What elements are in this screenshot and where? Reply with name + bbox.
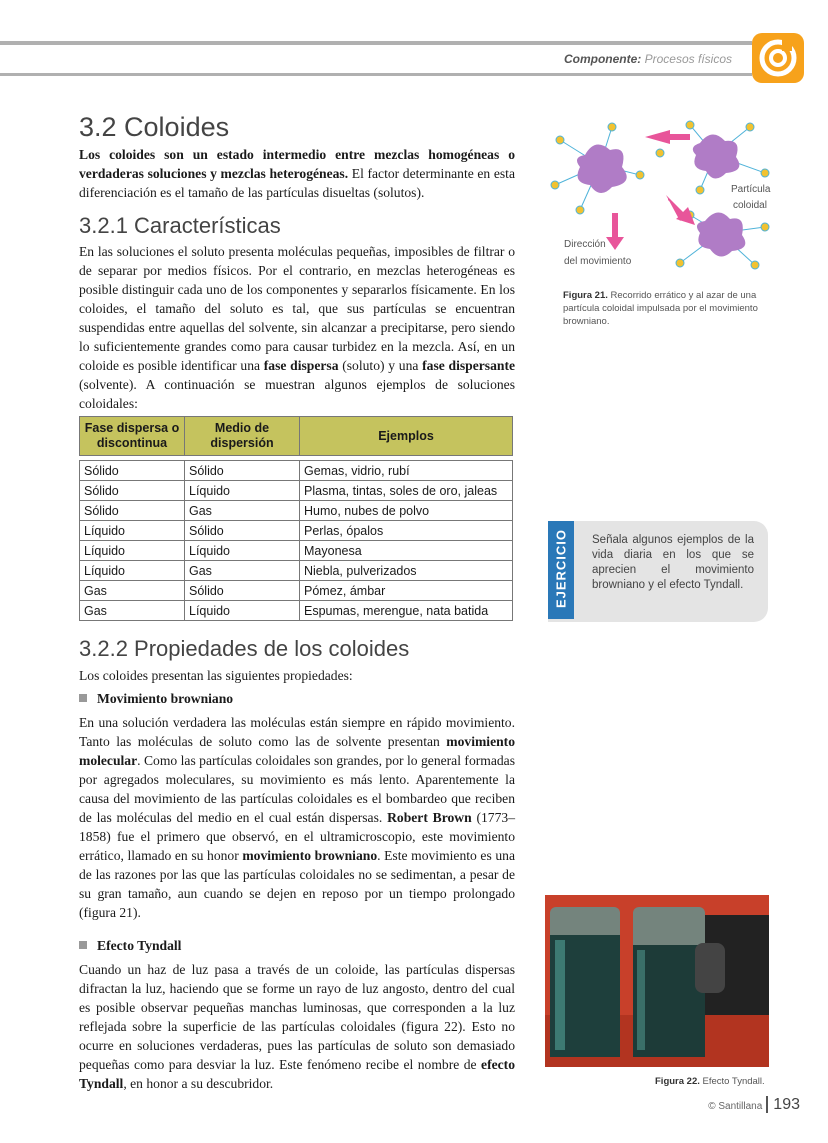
bullet-heading-tyndall: Efecto Tyndall: [79, 938, 181, 954]
label-particle-line2: coloidal: [733, 200, 767, 211]
table-cell: Sólido: [185, 521, 300, 541]
bullet-heading-browniano: Movimiento browniano: [79, 691, 233, 707]
table-cell: Gas: [80, 581, 185, 601]
label-direction-line1: Dirección: [564, 239, 606, 250]
table-cell: Gas: [185, 561, 300, 581]
colloid-examples-table: [79, 416, 513, 621]
exercise-text: Señala algunos ejemplos de la vida diaria en los que se aprecien el movimiento browniano y el efecto Tyndall.: [592, 534, 754, 591]
table-cell: Gemas, vidrio, rubí: [300, 461, 513, 481]
table-row: [80, 461, 513, 481]
table-cell: Sólido: [80, 461, 185, 481]
header-rule-top: [0, 41, 752, 45]
table-header-cell: Fase dispersa o discontinua: [80, 417, 185, 456]
table-cell: Espumas, merengue, nata batida: [300, 601, 513, 621]
table-cell: Gas: [185, 501, 300, 521]
bullet-square-icon: [79, 694, 87, 702]
table-cell: Sólido: [80, 501, 185, 521]
arrow-diagonal-icon: [666, 195, 695, 225]
exercise-tab: EJERCICIO: [548, 521, 574, 619]
table-cell: Líquido: [80, 521, 185, 541]
table-row: [80, 481, 513, 501]
table-cell: Mayonesa: [300, 541, 513, 561]
table-header-row: [80, 417, 513, 456]
table-row: [80, 581, 513, 601]
section-intro: Los coloides son un estado intermedio entre mezclas homogéneas o verdaderas soluciones y mezclas heterogéneas. El factor determinante en esta diferenciación es el tamaño de las partículas disueltas (solutos).: [79, 147, 515, 200]
table-cell: Líquido: [80, 561, 185, 581]
label-particle-line1: Partícula: [731, 184, 771, 195]
table-cell: Pómez, ámbar: [300, 581, 513, 601]
subsection-title-propiedades: 3.2.2 Propiedades de los coloides: [79, 636, 410, 661]
table-cell: Perlas, ópalos: [300, 521, 513, 541]
arrow-left-icon: [645, 130, 690, 144]
table-cell: Líquido: [185, 481, 300, 501]
table-cell: Gas: [80, 601, 185, 621]
tyndall-paragraph: Cuando un haz de luz pasa a través de un coloide, las partículas dispersas difractan la luz, haciendo que se forme un rayo de luz angosto, dentro del cual es posible observar pequeñas manchas luminosas, que corresponden a la luz reflejada sobre la superficie de las partículas coloidales (figura 22). Esto no ocurre en soluciones verdaderas, pues las partículas de soluto son demasiado pequeñas como para desviar la luz. Este fenómeno recibe el nombre de efecto Tyndall, en honor a su descubridor.: [79, 962, 515, 1091]
table-cell: Líquido: [185, 541, 300, 561]
colloid-particle-shape: [697, 212, 745, 256]
table-cell: Humo, nubes de polvo: [300, 501, 513, 521]
table-cell: Líquido: [185, 601, 300, 621]
propiedades-intro: Los coloides presentan las siguientes propiedades:: [79, 668, 353, 683]
page-footer: © Santillana 193: [708, 1096, 800, 1113]
table-row: [80, 501, 513, 521]
table-cell: Niebla, pulverizados: [300, 561, 513, 581]
table-cell: Plasma, tintas, soles de oro, jaleas: [300, 481, 513, 501]
figure21-caption: Figura 21. Recorrido errático y al azar de una partícula coloidal impulsada por el movimiento browniano.: [563, 290, 758, 327]
label-direction-line2: del movimiento: [564, 256, 632, 267]
browniano-paragraph: En una solución verdadera las moléculas están siempre en rápido movimiento. Tanto las moléculas de soluto como las de solvente presentan movimiento molecular. Como las partículas coloidales son grandes, por lo general formadas por agregados moleculares, su movimiento es más lento. Aparentemente la causa del movimiento de las partículas coloidales es el bombardeo que reciben de las moléculas del medio en el cual están dispersas. Robert Brown (1773–1858) fue el primero que observó, en el ultramicroscopio, este movimiento errático, llamado en su honor movimiento browniano. Este movimiento es una de las razones por las que las partículas coloidales no se sedimentan, a pesar de su gran tamaño, aun cuando se dejen en reposo por un tiempo prolongado (figura 21).: [79, 715, 515, 920]
caracteristicas-paragraph: En las soluciones el soluto presenta moléculas pequeñas, imposibles de filtrar o de separar por medios físicos. Por el contrario, en mezclas heterogéneas es posible distinguir cada uno de los componentes y separarlos físicamente. En los coloides, el tamaño del soluto es tal, que sus partículas se encuentran suspendidas entre aquellas del solvente, sin alcanzar a precipitarse, pero siendo lo suficientemente grandes como para causar turbidez en la mezcla. Así, en un coloide es posible identificar una fase dispersa (soluto) y una fase dispersante (solvente). A continuación se muestran algunos ejemplos de soluciones coloidales:: [79, 244, 516, 411]
table-header-cell: Medio de dispersión: [185, 417, 300, 456]
table-cell: Sólido: [185, 461, 300, 481]
table-cell: Sólido: [80, 481, 185, 501]
section-title: 3.2 Coloides: [79, 112, 230, 142]
table-row: [80, 521, 513, 541]
table-cell: Sólido: [185, 581, 300, 601]
page-number: 193: [766, 1096, 800, 1113]
figure21-illustration: [550, 115, 780, 277]
table-row: [80, 561, 513, 581]
table-row: [80, 541, 513, 561]
subsection-title-caracteristicas: 3.2.1 Características: [79, 213, 281, 238]
figure22-photo: [545, 895, 769, 1067]
publisher-logo-icon: [752, 33, 804, 83]
component-label: Componente: Procesos físicos: [563, 52, 732, 66]
table-header-cell: Ejemplos: [300, 417, 513, 456]
header-rule-bottom: [0, 73, 752, 76]
colloid-particle-shape: [577, 145, 627, 193]
table-cell: Líquido: [80, 541, 185, 561]
bullet-square-icon: [79, 941, 87, 949]
figure22-caption: Figura 22. Efecto Tyndall.: [655, 1076, 765, 1087]
table-row: [80, 601, 513, 621]
arrow-down-icon: [606, 213, 624, 250]
